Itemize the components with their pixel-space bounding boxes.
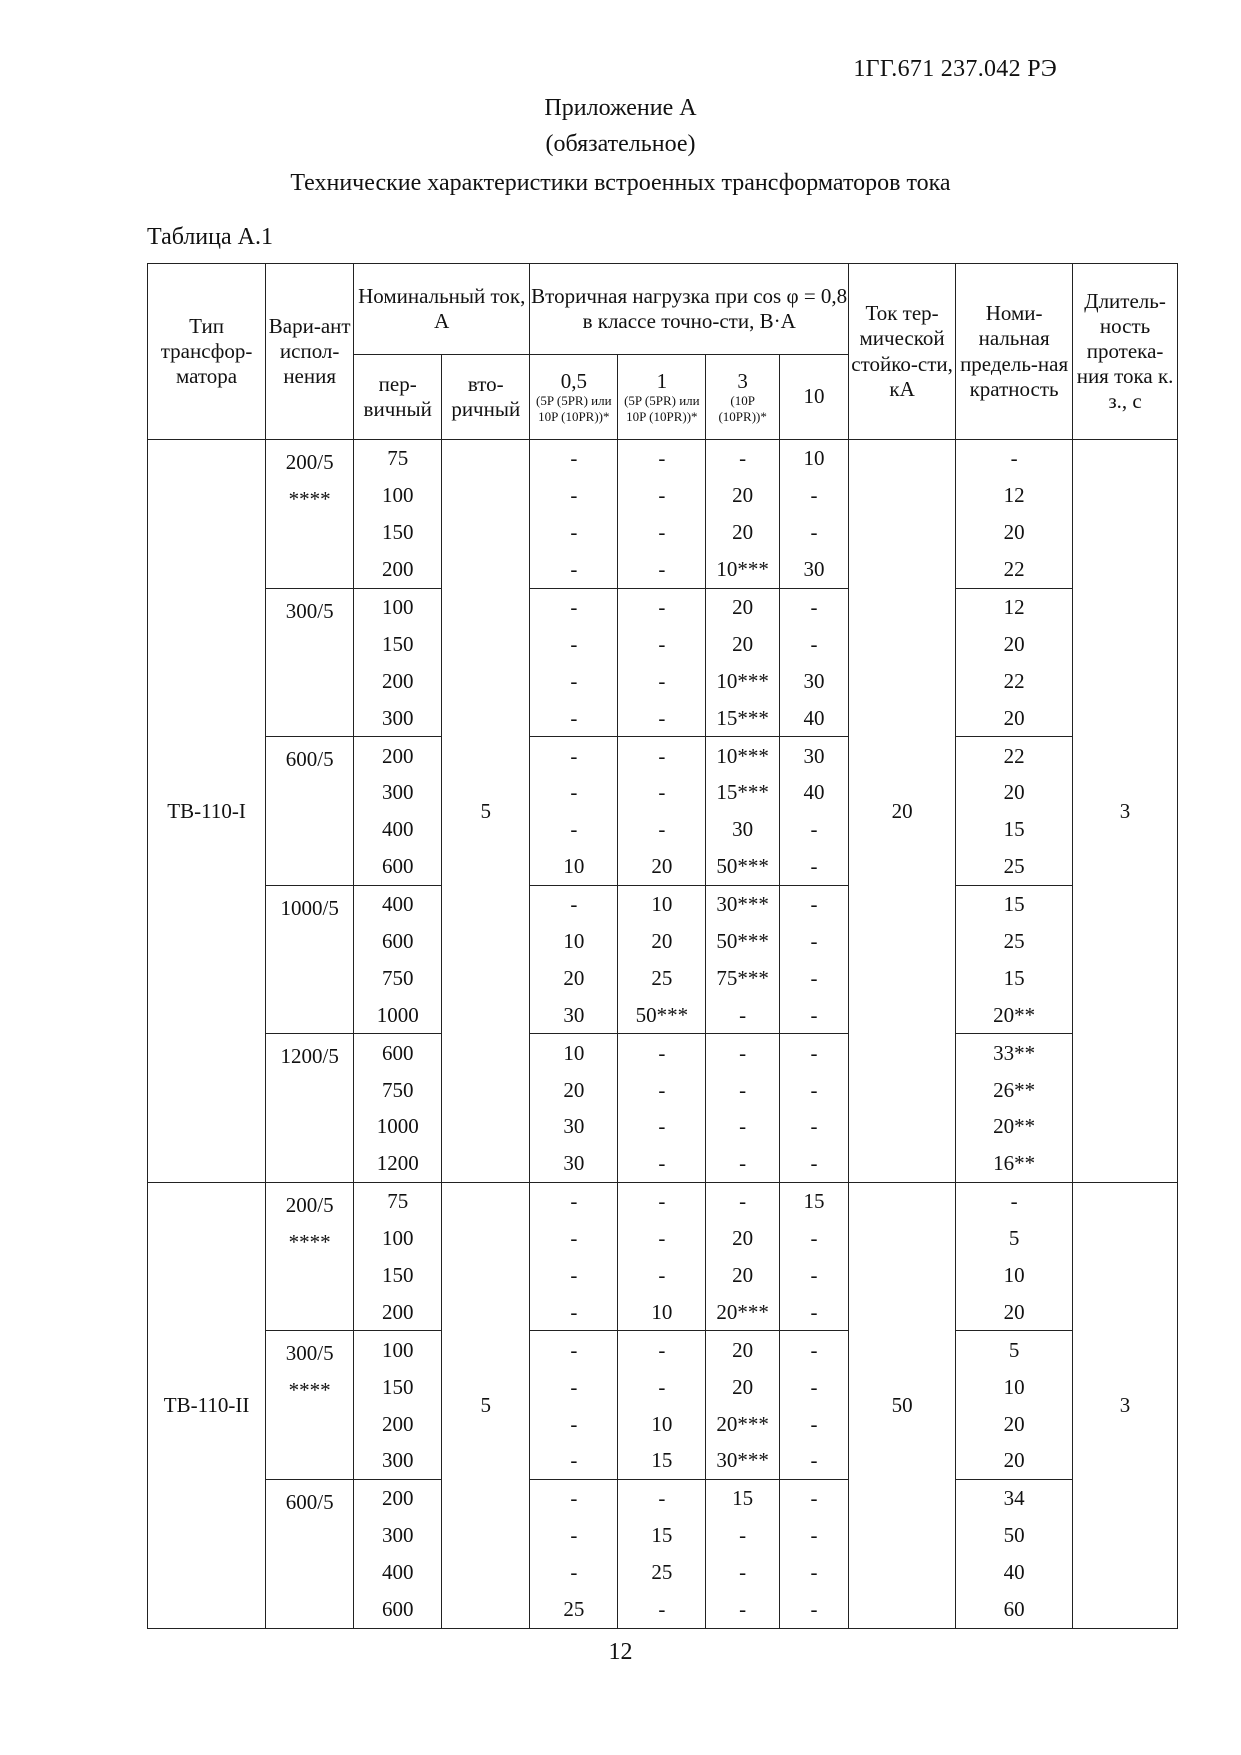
transformer-type: ТВ-110-II: [148, 1182, 266, 1628]
load-class-3: 20: [706, 1220, 780, 1257]
limit-ratio: 20: [956, 514, 1073, 551]
load-class-3: 20: [706, 514, 780, 551]
load-class-10: 40: [779, 699, 848, 736]
header-class-10: 10: [779, 355, 848, 440]
primary-current: 300: [354, 1517, 442, 1554]
load-class-3: 20***: [706, 1293, 780, 1330]
load-class-1: 20: [618, 923, 706, 960]
load-class-3: -: [706, 1591, 780, 1628]
load-class-10: 40: [779, 774, 848, 811]
load-class-05: 10: [530, 848, 618, 885]
load-class-3: 20: [706, 1368, 780, 1405]
load-class-10: 30: [779, 737, 848, 774]
load-class-1: -: [618, 811, 706, 848]
primary-current: 200: [354, 662, 442, 699]
load-class-05: -: [530, 699, 618, 736]
header-nominal-current: Номинальный ток, А: [354, 264, 530, 355]
variant-cell: [266, 1479, 354, 1628]
load-class-05: -: [530, 1257, 618, 1294]
class-3-label: 3: [737, 368, 748, 393]
load-class-10: -: [779, 848, 848, 885]
load-class-3: 20: [706, 1257, 780, 1294]
header-variant: Вари-ант испол-нения: [266, 264, 354, 440]
primary-current: 600: [354, 1034, 442, 1071]
primary-current: 75: [354, 440, 442, 477]
variant-cell: [266, 1331, 354, 1480]
limit-ratio: 33**: [956, 1034, 1073, 1071]
load-class-3: 15***: [706, 774, 780, 811]
limit-ratio: 50: [956, 1517, 1073, 1554]
load-class-05: -: [530, 811, 618, 848]
document-code: 1ГГ.671 237.042 РЭ: [853, 56, 1057, 82]
load-class-05: -: [530, 514, 618, 551]
load-class-10: -: [779, 885, 848, 922]
variant-name: 1200/5: [280, 1044, 339, 1069]
limit-ratio: 10: [956, 1368, 1073, 1405]
page-title: Технические характеристики встроенных трансформаторов тока: [290, 170, 951, 196]
secondary-current: 5: [442, 1182, 530, 1628]
load-class-05: 10: [530, 1034, 618, 1071]
variant-mark: ****: [288, 1378, 331, 1403]
load-class-1: -: [618, 1257, 706, 1294]
load-class-1: -: [618, 1071, 706, 1108]
load-class-3: 20: [706, 625, 780, 662]
variant-cell: [266, 737, 354, 886]
load-class-1: -: [618, 588, 706, 625]
load-class-1: 10: [618, 1405, 706, 1442]
primary-current: 75: [354, 1182, 442, 1219]
primary-current: 100: [354, 588, 442, 625]
limit-ratio: 20: [956, 1405, 1073, 1442]
load-class-10: -: [779, 1405, 848, 1442]
load-class-10: -: [779, 1034, 848, 1071]
limit-ratio: 5: [956, 1220, 1073, 1257]
limit-ratio: -: [956, 440, 1073, 477]
load-class-1: -: [618, 551, 706, 588]
primary-current: 400: [354, 885, 442, 922]
load-class-1: -: [618, 1368, 706, 1405]
primary-current: 300: [354, 774, 442, 811]
primary-current: 200: [354, 1293, 442, 1330]
limit-ratio: 20: [956, 699, 1073, 736]
load-class-05: 30: [530, 1108, 618, 1145]
load-class-05: -: [530, 625, 618, 662]
load-class-3: 15***: [706, 699, 780, 736]
load-class-3: 10***: [706, 551, 780, 588]
load-class-10: -: [779, 1293, 848, 1330]
limit-ratio: 10: [956, 1257, 1073, 1294]
load-class-05: -: [530, 774, 618, 811]
load-class-10: -: [779, 514, 848, 551]
primary-current: 100: [354, 1220, 442, 1257]
primary-current: 1000: [354, 1108, 442, 1145]
limit-ratio: 15: [956, 811, 1073, 848]
load-class-05: -: [530, 885, 618, 922]
appendix-status: (обязательное): [545, 131, 696, 157]
variant-mark: [266, 778, 353, 815]
limit-ratio: 60: [956, 1591, 1073, 1628]
load-class-1: 10: [618, 1293, 706, 1330]
primary-current: 600: [354, 1591, 442, 1628]
load-class-05: 25: [530, 1591, 618, 1628]
load-class-05: -: [530, 662, 618, 699]
load-class-1: -: [618, 699, 706, 736]
spec-table: [147, 263, 1178, 1629]
table-caption: Таблица А.1: [147, 224, 273, 250]
primary-current: 150: [354, 1257, 442, 1294]
variant-mark: [266, 629, 353, 666]
limit-ratio: 25: [956, 848, 1073, 885]
load-class-3: 10***: [706, 662, 780, 699]
load-class-1: 25: [618, 959, 706, 996]
load-class-10: -: [779, 1071, 848, 1108]
primary-current: 150: [354, 625, 442, 662]
variant-name: 200/5: [285, 450, 334, 474]
variant-cell: [266, 1182, 354, 1331]
primary-current: 600: [354, 923, 442, 960]
variant-name: 1000/5: [280, 895, 339, 920]
limit-ratio: 34: [956, 1479, 1073, 1516]
class-05-label: 0,5: [560, 368, 587, 393]
load-class-3: -: [706, 1145, 780, 1182]
limit-ratio: 26**: [956, 1071, 1073, 1108]
load-class-05: -: [530, 737, 618, 774]
transformer-type: ТВ-110-I: [148, 440, 266, 1183]
variant-name: 300/5: [285, 598, 334, 623]
limit-ratio: 20**: [956, 996, 1073, 1033]
thermal-current: 20: [849, 440, 956, 1183]
variant-mark: ****: [288, 1229, 331, 1254]
load-class-1: -: [618, 1220, 706, 1257]
appendix-title: Приложение А: [544, 95, 697, 121]
load-class-1: -: [618, 1331, 706, 1368]
variant-name: 600/5: [285, 747, 334, 772]
limit-ratio: 20: [956, 625, 1073, 662]
load-class-10: -: [779, 1145, 848, 1182]
variant-mark: [266, 1521, 353, 1558]
load-class-05: 10: [530, 923, 618, 960]
load-class-10: -: [779, 1591, 848, 1628]
load-class-05: -: [530, 1554, 618, 1591]
class-1-label: 1: [656, 368, 668, 393]
load-class-1: -: [618, 737, 706, 774]
spec-table-body: [148, 440, 1178, 1629]
limit-ratio: 20: [956, 1442, 1073, 1479]
load-class-10: -: [779, 996, 848, 1033]
load-class-1: -: [618, 1145, 706, 1182]
load-class-05: -: [530, 1182, 618, 1219]
limit-ratio: -: [956, 1182, 1073, 1219]
load-class-05: 30: [530, 1145, 618, 1182]
variant-mark: [266, 1075, 353, 1112]
load-class-3: -: [706, 1554, 780, 1591]
limit-ratio: 40: [956, 1554, 1073, 1591]
load-class-3: -: [706, 440, 780, 477]
header-primary: пер-вичный: [354, 355, 442, 440]
load-class-05: -: [530, 477, 618, 514]
table-row: [148, 1331, 1178, 1368]
variant-cell: [266, 440, 354, 589]
primary-current: 1200: [354, 1145, 442, 1182]
load-class-3: 30: [706, 811, 780, 848]
limit-ratio: 20**: [956, 1108, 1073, 1145]
load-class-1: -: [618, 514, 706, 551]
sc-duration: 3: [1073, 440, 1178, 1183]
load-class-10: -: [779, 1517, 848, 1554]
load-class-1: -: [618, 625, 706, 662]
load-class-10: -: [779, 1257, 848, 1294]
primary-current: 750: [354, 1071, 442, 1108]
load-class-10: -: [779, 1331, 848, 1368]
load-class-05: -: [530, 588, 618, 625]
primary-current: 100: [354, 477, 442, 514]
header-thermal-current: Ток тер-мической стойко-сти, кА: [849, 264, 956, 440]
load-class-1: 10: [618, 885, 706, 922]
load-class-1: -: [618, 1479, 706, 1516]
secondary-current: 5: [442, 440, 530, 1183]
load-class-10: -: [779, 1108, 848, 1145]
load-class-3: -: [706, 1071, 780, 1108]
primary-current: 200: [354, 737, 442, 774]
load-class-10: -: [779, 923, 848, 960]
load-class-3: 30***: [706, 885, 780, 922]
header-sc-duration: Длитель-ность протека-ния тока к. з., с: [1073, 264, 1178, 440]
limit-ratio: 15: [956, 959, 1073, 996]
load-class-1: 15: [618, 1517, 706, 1554]
load-class-3: -: [706, 1108, 780, 1145]
limit-ratio: 20: [956, 1293, 1073, 1330]
variant-name: 200/5: [285, 1192, 334, 1217]
load-class-3: 30***: [706, 1442, 780, 1479]
load-class-3: 20***: [706, 1405, 780, 1442]
primary-current: 200: [354, 551, 442, 588]
load-class-10: -: [779, 1554, 848, 1591]
load-class-1: 50***: [618, 996, 706, 1033]
class-05-note: (5P (5PR) или 10P (10PR))*: [536, 392, 612, 425]
load-class-1: -: [618, 1182, 706, 1219]
load-class-05: -: [530, 440, 618, 477]
load-class-05: -: [530, 1293, 618, 1330]
primary-current: 150: [354, 514, 442, 551]
primary-current: 750: [354, 959, 442, 996]
load-class-05: 20: [530, 1071, 618, 1108]
primary-current: 400: [354, 1554, 442, 1591]
header-class-1: [618, 355, 706, 440]
header-class-05: [530, 355, 618, 440]
variant-name: 300/5: [285, 1341, 334, 1366]
limit-ratio: 22: [956, 737, 1073, 774]
variant-mark: [266, 927, 353, 964]
load-class-1: 25: [618, 1554, 706, 1591]
load-class-05: -: [530, 1442, 618, 1479]
primary-current: 200: [354, 1479, 442, 1516]
load-class-3: 20: [706, 588, 780, 625]
primary-current: 200: [354, 1405, 442, 1442]
load-class-10: -: [779, 959, 848, 996]
load-class-3: -: [706, 1034, 780, 1071]
load-class-05: 30: [530, 996, 618, 1033]
load-class-3: -: [706, 996, 780, 1033]
load-class-1: -: [618, 1591, 706, 1628]
variant-name: 600/5: [285, 1489, 334, 1514]
load-class-05: -: [530, 1405, 618, 1442]
load-class-3: 15: [706, 1479, 780, 1516]
header-secondary: вто-ричный: [442, 355, 530, 440]
load-class-10: -: [779, 1368, 848, 1405]
limit-ratio: 22: [956, 662, 1073, 699]
header-secondary-load: Вторичная нагрузка при cos φ = 0,8 в классе точно-сти, В·А: [530, 264, 849, 355]
primary-current: 100: [354, 1331, 442, 1368]
primary-current: 400: [354, 811, 442, 848]
primary-current: 1000: [354, 996, 442, 1033]
page-number: 12: [608, 1639, 633, 1665]
load-class-05: -: [530, 1517, 618, 1554]
variant-mark: ****: [288, 486, 331, 511]
load-class-1: -: [618, 1108, 706, 1145]
load-class-10: -: [779, 625, 848, 662]
limit-ratio: 15: [956, 885, 1073, 922]
table-row: [148, 885, 1178, 922]
load-class-10: -: [779, 588, 848, 625]
header-limit-ratio: Номи-нальная предель-ная кратность: [956, 264, 1073, 440]
load-class-1: 20: [618, 848, 706, 885]
limit-ratio: 16**: [956, 1145, 1073, 1182]
load-class-05: -: [530, 1220, 618, 1257]
load-class-3: -: [706, 1517, 780, 1554]
limit-ratio: 5: [956, 1331, 1073, 1368]
header-class-3: [706, 355, 780, 440]
load-class-05: -: [530, 1331, 618, 1368]
load-class-1: -: [618, 477, 706, 514]
sc-duration: 3: [1073, 1182, 1178, 1628]
class-3-note: (10P (10PR))*: [718, 392, 767, 425]
table-row: [148, 1034, 1178, 1071]
load-class-1: -: [618, 440, 706, 477]
load-class-05: 20: [530, 959, 618, 996]
thermal-current: 50: [849, 1182, 956, 1628]
primary-current: 300: [354, 1442, 442, 1479]
load-class-10: -: [779, 1442, 848, 1479]
table-row: [148, 1479, 1178, 1516]
load-class-10: 10: [779, 440, 848, 477]
load-class-1: -: [618, 774, 706, 811]
load-class-10: -: [779, 1479, 848, 1516]
load-class-1: -: [618, 1034, 706, 1071]
load-class-3: 75***: [706, 959, 780, 996]
load-class-10: -: [779, 477, 848, 514]
limit-ratio: 20: [956, 774, 1073, 811]
header-type: Тип трансфор-матора: [148, 264, 266, 440]
primary-current: 600: [354, 848, 442, 885]
load-class-05: -: [530, 1368, 618, 1405]
limit-ratio: 12: [956, 477, 1073, 514]
load-class-10: 15: [779, 1182, 848, 1219]
limit-ratio: 25: [956, 923, 1073, 960]
limit-ratio: 12: [956, 588, 1073, 625]
load-class-3: 50***: [706, 923, 780, 960]
limit-ratio: 22: [956, 551, 1073, 588]
load-class-3: 20: [706, 477, 780, 514]
table-row: [148, 737, 1178, 774]
load-class-1: 15: [618, 1442, 706, 1479]
load-class-3: 50***: [706, 848, 780, 885]
variant-cell: [266, 588, 354, 737]
load-class-10: -: [779, 811, 848, 848]
class-1-note: (5P (5PR) или 10P (10PR))*: [624, 392, 700, 425]
variant-cell: [266, 885, 354, 1034]
load-class-1: -: [618, 662, 706, 699]
load-class-05: -: [530, 551, 618, 588]
load-class-10: 30: [779, 662, 848, 699]
table-row: [148, 440, 1178, 477]
load-class-3: -: [706, 1182, 780, 1219]
load-class-10: 30: [779, 551, 848, 588]
primary-current: 150: [354, 1368, 442, 1405]
variant-cell: [266, 1034, 354, 1183]
load-class-10: -: [779, 1220, 848, 1257]
primary-current: 300: [354, 699, 442, 736]
load-class-05: -: [530, 1479, 618, 1516]
table-row: [148, 1182, 1178, 1219]
load-class-3: 20: [706, 1331, 780, 1368]
load-class-3: 10***: [706, 737, 780, 774]
table-row: [148, 588, 1178, 625]
